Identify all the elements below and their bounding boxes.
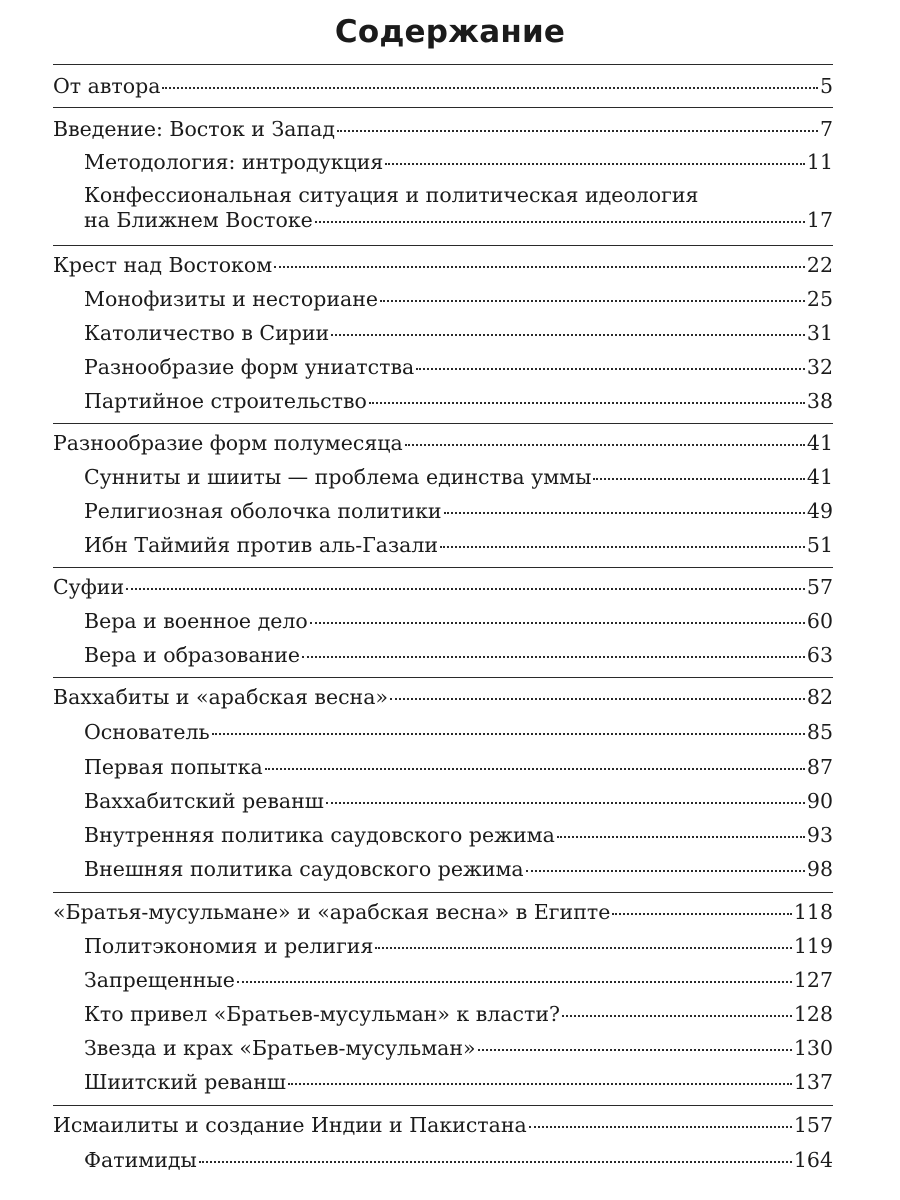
- section-divider: [53, 892, 833, 893]
- toc-entry[interactable]: [53, 1113, 833, 1138]
- dot-leader: [390, 698, 805, 700]
- toc-entry[interactable]: [53, 253, 833, 278]
- toc-entry[interactable]: [53, 575, 833, 600]
- toc-entry-page: 60: [806, 609, 833, 633]
- toc-subentry[interactable]: [84, 609, 833, 634]
- dot-leader: [331, 334, 805, 336]
- section-divider: [53, 677, 833, 678]
- section-divider: [53, 107, 833, 108]
- toc-entry-title: Введение: Восток и Запад: [53, 117, 335, 141]
- toc-entry-page: 57: [806, 575, 833, 599]
- toc-entry-page: 82: [806, 685, 833, 709]
- toc-entry-page: 51: [806, 533, 833, 557]
- section-divider: [53, 245, 833, 246]
- toc-entry-title: Кто привел «Братьев-мусульман» к власти?: [84, 1002, 560, 1026]
- section-divider: [53, 64, 833, 65]
- toc-entry[interactable]: [53, 900, 833, 925]
- dot-leader: [405, 444, 805, 446]
- toc-subentry[interactable]: [84, 1148, 833, 1173]
- toc-entry[interactable]: [53, 431, 833, 456]
- toc-entry-page: 25: [806, 287, 833, 311]
- toc-entry-title-line2: на Ближнем Востоке: [84, 208, 313, 232]
- dot-leader: [337, 130, 818, 132]
- toc-entry-page: 49: [806, 499, 833, 523]
- toc-entry-page: 32: [806, 355, 833, 379]
- toc-entry-title: Религиозная оболочка политики: [84, 499, 442, 523]
- toc-subentry[interactable]: [84, 1002, 833, 1027]
- toc-entry-title: Партийное строительство: [84, 389, 367, 413]
- toc-subentry[interactable]: [84, 1036, 833, 1061]
- toc-entry-title: «Братья-мусульмане» и «арабская весна» в Египте: [53, 900, 611, 924]
- toc-entry-title: Фатимиды: [84, 1148, 197, 1172]
- toc-subentry[interactable]: [84, 643, 833, 668]
- dot-leader: [385, 163, 805, 165]
- toc-entry-title: Суфии: [53, 575, 125, 599]
- toc-subentry[interactable]: [84, 183, 833, 233]
- toc-subentry[interactable]: [84, 934, 833, 959]
- dot-leader: [557, 836, 805, 838]
- toc-entry-page: 11: [806, 150, 833, 174]
- page-title: Содержание: [334, 14, 566, 50]
- toc-entry-title: Первая попытка: [84, 755, 263, 779]
- toc-entry-page: 41: [806, 431, 833, 455]
- toc-entry-title: Шиитский реванш: [84, 1070, 286, 1094]
- toc-entry-title: Внешняя политика саудовского режима: [84, 857, 524, 881]
- dot-leader: [612, 913, 792, 915]
- section-divider: [53, 423, 833, 424]
- toc-entry-title: От автора: [53, 74, 161, 98]
- dot-leader: [478, 1049, 792, 1051]
- dot-leader: [237, 981, 792, 983]
- toc-entry-page: 118: [793, 900, 833, 924]
- toc-entry-page: 128: [793, 1002, 833, 1026]
- toc-entry-page: 93: [806, 823, 833, 847]
- toc-subentry[interactable]: [84, 789, 833, 814]
- toc-entry-page: 137: [793, 1070, 833, 1094]
- toc-entry-title: Ибн Таймийя против аль-Газали: [84, 533, 439, 557]
- toc-entry-title: Разнообразие форм униатства: [84, 355, 415, 379]
- toc-entry-title: Исмаилиты и создание Индии и Пакистана: [53, 1113, 527, 1137]
- toc-subentry[interactable]: [84, 857, 833, 882]
- toc-entry-page: 22: [806, 253, 833, 277]
- section-divider: [53, 567, 833, 568]
- toc-entry-title: Монофизиты и несториане: [84, 287, 379, 311]
- toc-subentry[interactable]: [84, 533, 833, 558]
- dot-leader: [126, 588, 805, 590]
- toc-entry-page: 85: [806, 720, 833, 744]
- toc-entry-page: 31: [806, 321, 833, 345]
- toc-entry-page: 7: [819, 117, 833, 141]
- toc-subentry[interactable]: [84, 823, 833, 848]
- toc-subentry[interactable]: [84, 389, 833, 414]
- dot-leader: [302, 656, 805, 658]
- toc-subentry[interactable]: [84, 465, 833, 490]
- toc-entry[interactable]: [53, 117, 833, 142]
- dot-leader: [265, 768, 805, 770]
- toc-entry-title: Вера и военное дело: [84, 609, 308, 633]
- toc-subentry[interactable]: [84, 720, 833, 745]
- dot-leader: [440, 546, 805, 548]
- section-divider: [53, 1105, 833, 1106]
- toc-subentry[interactable]: [84, 150, 833, 175]
- toc-entry[interactable]: [53, 685, 833, 710]
- dot-leader: [375, 947, 791, 949]
- toc-entry-title: Вера и образование: [84, 643, 301, 667]
- dot-leader: [199, 1161, 792, 1163]
- toc-entry-title: Крест над Востоком: [53, 253, 273, 277]
- toc-entry-page: 98: [806, 857, 833, 881]
- toc-subentry[interactable]: [84, 1070, 833, 1095]
- toc-subentry[interactable]: [84, 968, 833, 993]
- toc-entry-page: 17: [806, 208, 833, 232]
- toc-entry-title: Основатель: [84, 720, 210, 744]
- toc-entry-page: 41: [806, 465, 833, 489]
- toc-entry[interactable]: [53, 74, 833, 99]
- dot-leader: [593, 478, 804, 480]
- toc-entry-page: 157: [793, 1113, 833, 1137]
- toc-entry-page: 164: [793, 1148, 833, 1172]
- dot-leader: [162, 87, 817, 89]
- toc-entry-page: 5: [819, 74, 833, 98]
- toc-entry-title: Запрещенные: [84, 968, 235, 992]
- dot-leader: [310, 622, 805, 624]
- toc-entry-title: Ваххабиты и «арабская весна»: [53, 685, 388, 709]
- dot-leader: [288, 1083, 792, 1085]
- toc-entry-page: 130: [793, 1036, 833, 1060]
- dot-leader: [444, 512, 805, 514]
- toc-subentry[interactable]: [84, 287, 833, 312]
- toc-entry-page: 119: [793, 934, 833, 958]
- dot-leader: [526, 870, 805, 872]
- dot-leader: [326, 802, 805, 804]
- toc-entry-page: 63: [806, 643, 833, 667]
- dot-leader: [380, 300, 805, 302]
- toc-entry-title: Разнообразие форм полумесяца: [53, 431, 403, 455]
- toc-entry-page: 127: [793, 968, 833, 992]
- toc-subentry[interactable]: [84, 355, 833, 380]
- toc-subentry[interactable]: [84, 321, 833, 346]
- toc-subentry[interactable]: [84, 755, 833, 780]
- dot-leader: [529, 1126, 792, 1128]
- dot-leader: [416, 368, 805, 370]
- toc-subentry[interactable]: [84, 499, 833, 524]
- toc-entry-title: Сунниты и шииты — проблема единства уммы: [84, 465, 592, 489]
- dot-leader: [562, 1015, 792, 1017]
- toc-entry-page: 38: [806, 389, 833, 413]
- toc-entry-page: 90: [806, 789, 833, 813]
- toc-entry-title: Звезда и крах «Братьев-мусульман»: [84, 1036, 476, 1060]
- toc-entry-title: Внутренняя политика саудовского режима: [84, 823, 555, 847]
- toc-entry-title: Католичество в Сирии: [84, 321, 330, 345]
- toc-entry-page: 87: [806, 755, 833, 779]
- toc-entry-title-line1: Конфессиональная ситуация и политическая идеология: [84, 183, 699, 207]
- toc-entry-title: Методология: интродукция: [84, 150, 384, 174]
- dot-leader: [369, 402, 805, 404]
- toc-entry-title: Ваххабитский реванш: [84, 789, 324, 813]
- toc-entry-title: Политэкономия и религия: [84, 934, 374, 958]
- dot-leader: [212, 733, 805, 735]
- dot-leader: [315, 221, 805, 223]
- dot-leader: [274, 266, 805, 268]
